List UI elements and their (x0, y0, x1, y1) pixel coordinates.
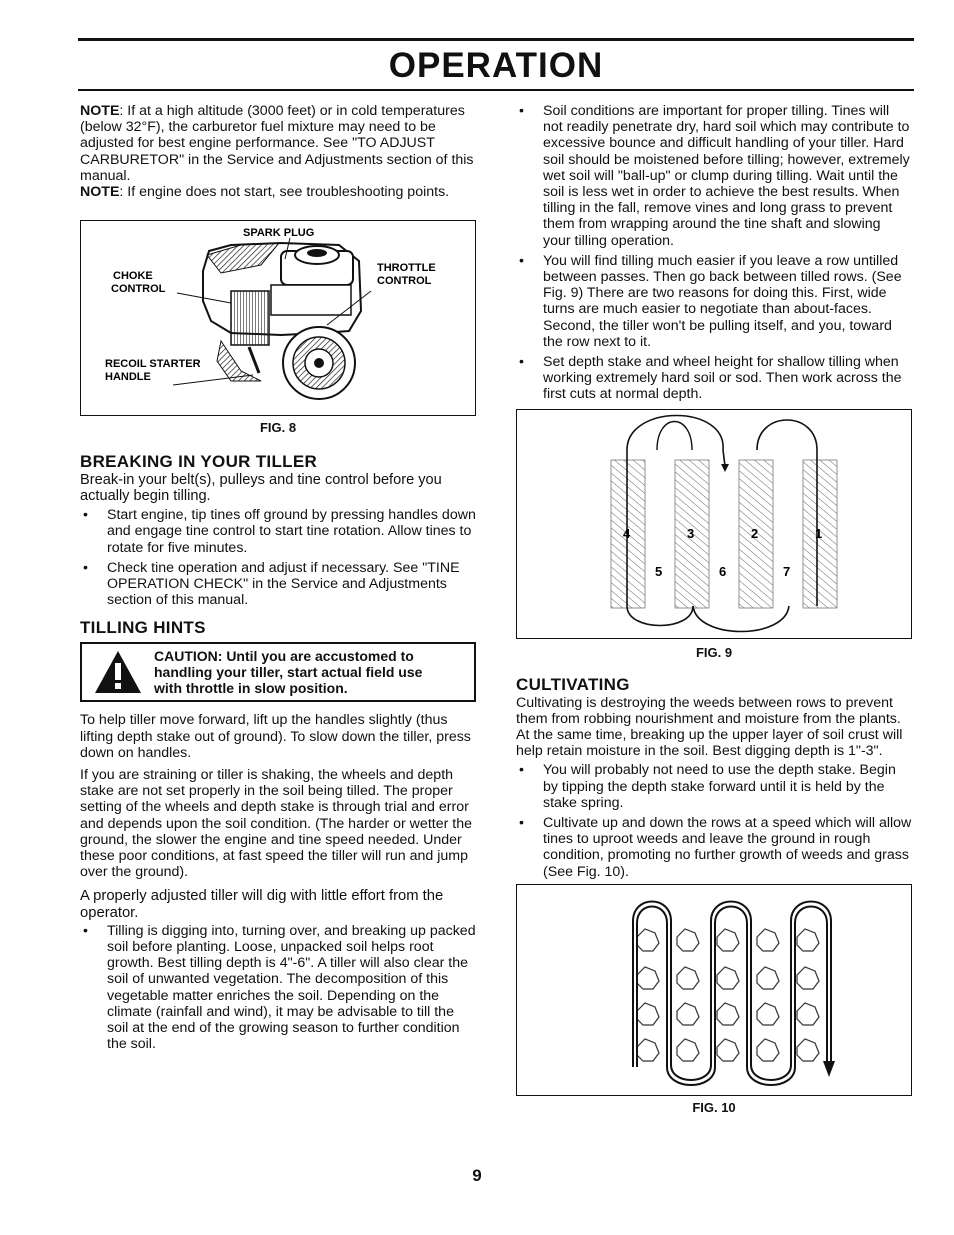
page-title: OPERATION (388, 46, 604, 85)
list-item: • You will find tilling much easier if you leave a row untilled between passes. Then go back between tilled rows. (See Fig. 9) There are two reasons for doing this. First, wide turns are much easier to negotiate than about-faces. Second, the tiller won't be pulling itself, and you, toward the row next to it. (516, 253, 912, 350)
note-altitude: NOTE: If at a high altitude (3000 feet) or in cold temperatures (below 32°F), the carburetor fuel mixture may need to be adjusted for best engine performance. See "TO ADJUST CARBURETOR" in the Service and Adjustments section of this manual. (80, 103, 474, 184)
page-number: 9 (472, 1166, 482, 1185)
tilling-pattern-diagram (517, 410, 911, 638)
figure-9-caption: FIG. 9 (695, 644, 733, 660)
row-number-2: 2 (751, 525, 759, 541)
cultivating-pattern-diagram (517, 885, 911, 1095)
cultivating-intro: Cultivating is destroying the weeds between rows to prevent them from robbing nourishment and moisture from the plants. At the same time, breaking up the upper layer of soil crust will help retain moisture in the soil. Best digging depth is 1"-3". (516, 694, 903, 760)
header-rule-bottom (78, 89, 914, 91)
header-rule-top (78, 38, 914, 41)
figure-8-caption: FIG. 8 (259, 420, 297, 436)
caution-text: CAUTION: Until you are accustomed to handling your tiller, start actual field use with throttle in slow position. (154, 648, 423, 697)
gap-number-7: 7 (783, 563, 791, 579)
list-item: • Start engine, tip tines off ground by pressing handles down and engage tine control to start tine rotation. Allow tines to rotate for five minutes. (80, 507, 476, 556)
label-recoil-handle: HANDLE (105, 371, 151, 384)
figure-10-caption: FIG. 10 (692, 1099, 736, 1115)
label-choke-control: CONTROL (111, 283, 166, 296)
caution-box (80, 642, 476, 702)
figure-8-engine (80, 220, 476, 416)
breaking-intro: Break-in your belt(s), pulleys and tine control before you actually begin tilling. (80, 472, 442, 505)
label-recoil-starter: RECOIL STARTER (105, 358, 201, 371)
breaking-bullets (80, 507, 476, 608)
left-column (80, 103, 476, 1057)
tilling-bullets (80, 923, 476, 1053)
heading-cultivating: CULTIVATING (516, 674, 630, 694)
heading-tilling-hints: TILLING HINTS (80, 618, 206, 638)
label-spark-plug: SPARK PLUG (243, 227, 315, 240)
list-item: • Check tine operation and adjust if necessary. See "TINE OPERATION CHECK" in the Service and Adjustments section of this manual. (80, 560, 476, 609)
list-item: • Set depth stake and wheel height for shallow tilling when working extremely hard soil or sod. Then work across the first cuts at normal depth. (516, 354, 912, 403)
list-item: • Tilling is digging into, turning over, and breaking up packed soil before planting. Loose, unpacked soil helps root growth. Best tilling depth is 4"-6". A tiller will also clear the soil of unwanted vegetation. The decomposition of this vegetable matter enriches the soil. Depending on the climate (rainfall and wind), it may be advisable to till the soil at the end of the growing season to further condition the soil. (80, 923, 476, 1053)
tilling-p2: If you are straining or tiller is shaking, the wheels and depth stake are not set properly in the soil being tilled. The proper setting of the wheels and depth stake is through trial and error and depends upon the soil condition. (The harder or wetter the ground, the slower the engine and tine speed needed. Under these poor conditions, at fast speed the tiller will run and jump over the ground). (80, 767, 472, 881)
right-column (516, 103, 912, 1116)
row-number-3: 3 (687, 525, 695, 541)
row-number-4: 4 (623, 525, 631, 541)
note-troubleshooting: NOTE: If engine does not start, see troubleshooting points. (80, 184, 450, 201)
engine-illustration (81, 221, 475, 415)
label-throttle-control: CONTROL (377, 275, 432, 288)
label-choke: CHOKE (113, 270, 153, 283)
gap-number-6: 6 (719, 563, 727, 579)
tilling-p3: A properly adjusted tiller will dig with little effort from the operator. (80, 888, 444, 921)
gap-number-5: 5 (655, 563, 663, 579)
figure-10-cultivating-pattern (516, 884, 912, 1096)
label-throttle: THROTTLE (377, 262, 436, 275)
figure-9-tilling-pattern (516, 409, 912, 639)
cultivating-bullets (516, 762, 912, 879)
heading-breaking-in: BREAKING IN YOUR TILLER (80, 452, 318, 472)
soil-bullets (516, 103, 912, 403)
tilling-p1: To help tiller move forward, lift up the handles slightly (thus lifting depth stake out of ground). To slow down the tiller, press down on handles. (80, 712, 471, 761)
list-item: • Soil conditions are important for proper tilling. Tines will not readily penetrate dry, hard soil which may contribute to excessive bounce and difficult handling of your tiller. Hard soil should be moistened before tilling; however, extremely wet soil will "ball-up" or clump during tilling. Wait until the soil is less wet in order to achieve the best results. When tilling in the fall, remove vines and long grass to prevent them from wrapping around the tine shaft and slowing your tilling operation. (516, 103, 912, 249)
list-item: • You will probably not need to use the depth stake. Begin by tipping the depth stake forward until it is held by the stake spring. (516, 762, 912, 811)
list-item: • Cultivate up and down the rows at a speed which will allow tines to uproot weeds and leave the ground in rough condition, promoting no further growth of weeds and grass (See Fig. 10). (516, 815, 912, 880)
warning-icon (82, 649, 154, 695)
row-number-1: 1 (815, 525, 823, 541)
